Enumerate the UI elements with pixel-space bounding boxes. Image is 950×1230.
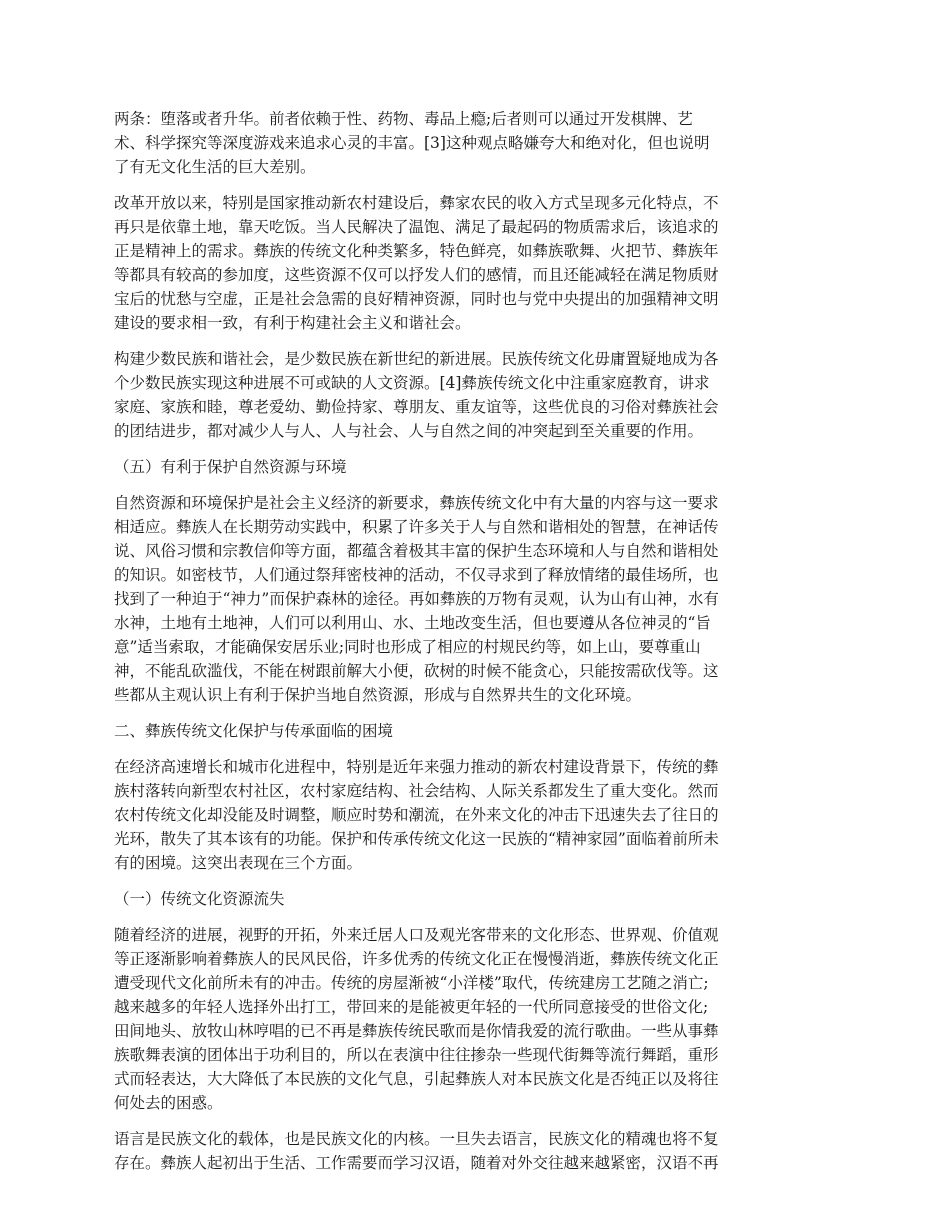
section-heading: [114, 887, 844, 911]
text-line: 个少数民族实现这种进展不可或缺的人文资源。[4]彝族传统文化中注重家庭教育，讲求: [114, 374, 710, 392]
text-line: 存在。彝族人起初出于生活、工作需要而学习汉语，随着对外交往越来越紧密，汉语不再: [114, 1154, 719, 1172]
text-line: 找到了一种迫于“神力”而保护森林的途径。再如彝族的万物有灵观，认为山有山神，水有: [114, 590, 719, 608]
text-line: 何处去的困惑。: [114, 1094, 223, 1112]
text-line: 家庭、家族和睦，尊老爱幼、勤俭持家、尊朋友、重友谊等，这些优良的习俗对彝族社会: [114, 398, 719, 416]
text-line: 些都从主观认识上有利于保护当地自然资源，形成与自然界共生的文化环境。: [114, 686, 642, 704]
text-line: 族歌舞表演的团体出于功利目的，所以在表演中往往掺杂一些现代街舞等流行舞蹈，重形: [114, 1046, 719, 1064]
text-line: 随着经济的进展，视野的开拓，外来迁居人口及观光客带来的文化形态、世界观、价值观: [114, 926, 719, 944]
text-line: 意”适当索取，才能确保安居乐业;同时也形成了相应的村规民约等，如上山，要尊重山: [114, 638, 701, 656]
section-heading: [114, 455, 844, 479]
text-line: 神，不能乱砍滥伐，不能在树跟前解大小便，砍树的时候不能贪心，只能按需砍伐等。这: [114, 662, 719, 680]
text-line: 水神，土地有土地神，人们可以利用山、水、土地改变生活，但也要遵从各位神灵的“旨: [114, 614, 711, 632]
paragraph: [114, 491, 844, 707]
text-line: 相适应。彝族人在长期劳动实践中，积累了许多关于人与自然和谐相处的智慧，在神话传: [114, 518, 719, 536]
text-line: 术、科学探究等深度游戏来追求心灵的丰富。[3]这种观点略嫌夸大和绝对化，但也说明: [114, 134, 710, 152]
text-line: 两条：堕落或者升华。前者依赖于性、药物、毒品上瘾;后者则可以通过开发棋牌、艺: [114, 110, 693, 128]
text-line: 在经济高速增长和城市化进程中，特别是近年来强力推动的新农村建设背景下，传统的彝: [114, 758, 719, 776]
paragraph: [114, 1127, 844, 1175]
text-line: 构建少数民族和谐社会，是少数民族在新世纪的新进展。民族传统文化毋庸置疑地成为各: [114, 350, 719, 368]
text-line: 农村传统文化却没能及时调整，顺应时势和潮流，在外来文化的冲击下迅速失去了往日的: [114, 806, 719, 824]
text-line: 正是精神上的需求。彝族的传统文化种类繁多，特色鲜亮，如彝族歌舞、火把节、彝族年: [114, 242, 719, 260]
text-line: 了有无文化生活的巨大差别。: [114, 158, 316, 176]
text-line: 越来越多的年轻人选择外出打工，带回来的是能被更年轻的一代所同意接受的世俗文化;: [114, 998, 709, 1016]
text-line: 语言是民族文化的载体，也是民族文化的内核。一旦失去语言，民族文化的精魂也将不复: [114, 1130, 719, 1148]
paragraph: [114, 347, 844, 443]
paragraph: [114, 191, 844, 335]
text-line: 光环，散失了其本该有的功能。保护和传承传统文化这一民族的“精神家园”面临着前所未: [114, 830, 719, 848]
text-line: 等都具有较高的参加度，这些资源不仅可以抒发人们的感情，而且还能减轻在满足物质财: [114, 266, 719, 284]
document-page: [114, 107, 844, 1187]
text-line: 式而轻表达，大大降低了本民族的文化气息，引起彝族人对本民族文化是否纯正以及将往: [114, 1070, 719, 1088]
text-line: 自然资源和环境保护是社会主义经济的新要求，彝族传统文化中有大量的内容与这一要求: [114, 494, 719, 512]
text-line: 的团结进步，都对减少人与人、人与社会、人与自然之间的冲突起到至关重要的作用。: [114, 422, 704, 440]
text-line: 再只是依靠土地，靠天吃饭。当人民解决了温饱、满足了最起码的物质需求后，该追求的: [114, 218, 719, 236]
text-line: （一）传统文化资源流失: [114, 890, 285, 908]
text-line: 改革开放以来，特别是国家推动新农村建设后，彝家农民的收入方式呈现多元化特点，不: [114, 194, 719, 212]
paragraph: [114, 755, 844, 875]
text-line: 二、彝族传统文化保护与传承面临的困境: [114, 722, 394, 740]
text-line: 族村落转向新型农村社区，农村家庭结构、社会结构、人际关系都发生了重大变化。然而: [114, 782, 719, 800]
text-line: 说、风俗习惯和宗教信仰等方面，都蕴含着极其丰富的保护生态环境和人与自然和谐相处: [114, 542, 719, 560]
text-line: 有的困境。这突出表现在三个方面。: [114, 854, 363, 872]
text-line: 等正逐渐影响着彝族人的民风民俗，许多优秀的传统文化正在慢慢消逝，彝族传统文化正: [114, 950, 719, 968]
paragraph: [114, 107, 844, 179]
text-line: 的知识。如密枝节，人们通过祭拜密枝神的活动，不仅寻求到了释放情绪的最佳场所，也: [114, 566, 719, 584]
text-line: （五）有利于保护自然资源与环境: [114, 458, 347, 476]
text-line: 遭受现代文化前所未有的冲击。传统的房屋渐被“小洋楼”取代，传统建房工艺随之消亡;: [114, 974, 709, 992]
text-line: 建设的要求相一致，有利于构建社会主义和谐社会。: [114, 314, 471, 332]
text-line: 宝后的忧愁与空虚，正是社会急需的良好精神资源，同时也与党中央提出的加强精神文明: [114, 290, 719, 308]
text-line: 田间地头、放牧山林哼唱的已不再是彝族传统民歌而是你情我爱的流行歌曲。一些从事彝: [114, 1022, 719, 1040]
section-heading: [114, 719, 844, 743]
paragraph: [114, 923, 844, 1115]
